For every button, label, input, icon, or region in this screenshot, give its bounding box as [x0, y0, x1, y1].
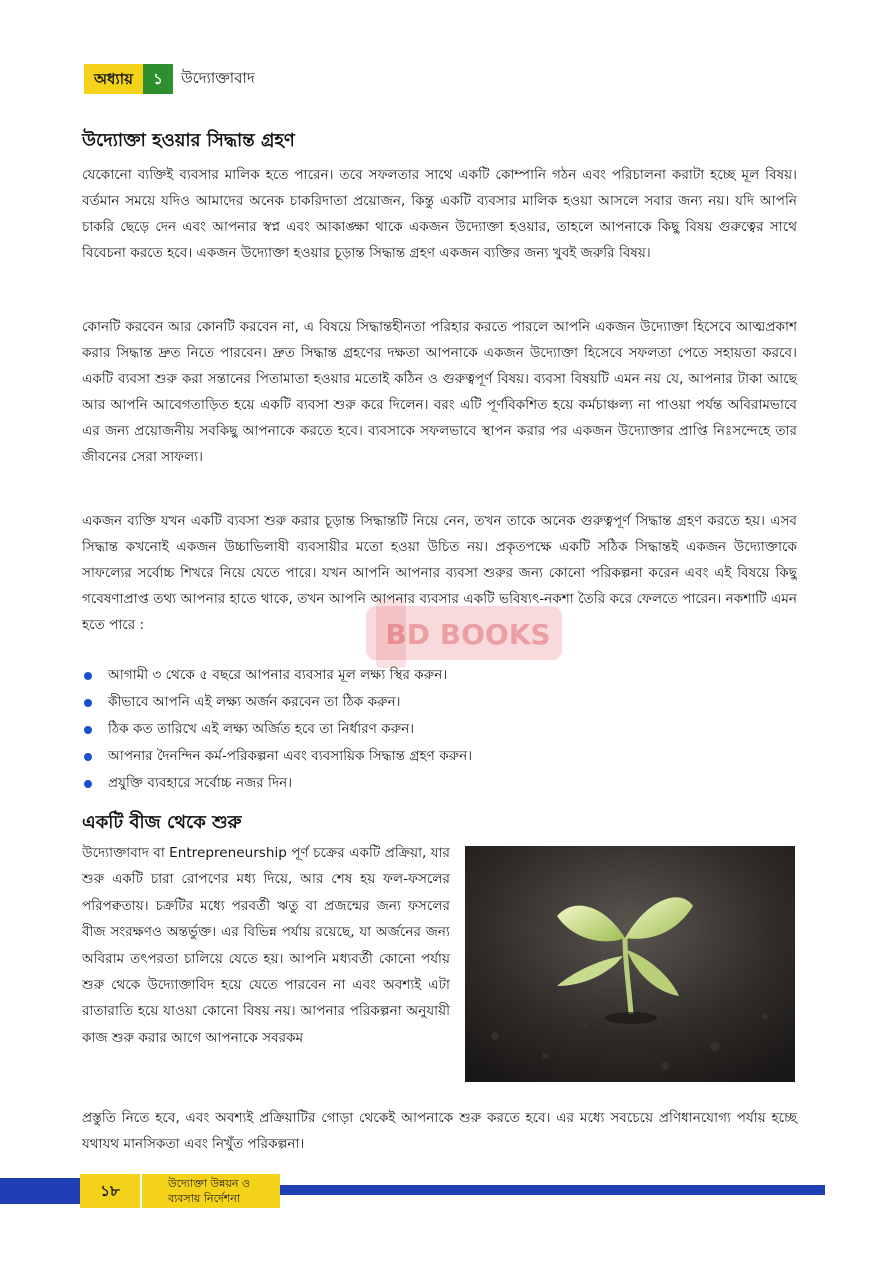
paragraph-seed-continued: প্রস্তুতি নিতে হবে, এবং অবশ্যই প্রক্রিয়াটির গোড়া থেকেই আপনাকে শুরু করতে হবে। এর মধ্যে সবচেয়ে প্রণিধানযোগ্য পর্যায় হচ্ছে যথাযথ মানসিকতা এবং নিখুঁত পরিকল্পনা।	[82, 1110, 797, 1152]
paragraph-2: কোনটি করবেন আর কোনটি করবেন না, এ বিষয়ে সিদ্ধান্তহীনতা পরিহার করতে পারলে আপনি একজন উদ্যোক্তা হিসেবে আত্মপ্রকাশ করার সিদ্ধান্ত দ্রুত নিতে পারবেন। দ্রুত সিদ্ধান্ত গ্রহণের দক্ষতা আপনাকে একজন উদ্যোক্তা হিসেবে সফলতা পেতে সহায়তা করবে। একটি ব্যবসা শুরু করা সন্তানের পিতামাতা হওয়ার মতোই কঠিন ও গুরুত্বপূর্ণ বিষয়। ব্যবসা বিষয়টি এমন নয় যে, আপনার টাকা আছে আর আপনি আবেগতাড়িত হয়ে একটি ব্যবসা শুরু করে দিলেন। বরং এটি পূর্ণবিকশিত হয়ে কর্মচাঞ্চল্য না পাওয়া পর্যন্ত অবিরামভাবে এর জন্য প্রয়োজনীয় সবকিছু আপনাকে করতে হবে। ব্যবসাকে সফলভাবে স্থাপন করার পর একজন উদ্যোক্তার প্রাপ্তি নিঃসন্দেহে তার জীবনের সেরা সাফল্য।	[82, 319, 797, 465]
seedling-photo	[465, 846, 795, 1082]
section-heading-decision: উদ্যোক্তা হওয়ার সিদ্ধান্ত গ্রহণ	[82, 130, 295, 151]
list-item: ঠিক কত তারিখে এই লক্ষ্য অর্জিত হবে তা নির্ধারণ করুন।	[82, 716, 797, 743]
paragraph-seed: উদ্যোক্তাবাদ বা Entrepreneurship পূর্ণ চক্রের একটি প্রক্রিয়া, যার শুরু একটি চারা রোপণের মধ্য দিয়ে, আর শেষ হয় ফল-ফসলের পরিপক্বতায়। চক্রটির মধ্যে পরবর্তী ঋতু বা প্রজন্মের জন্য ফসলের বীজ সংরক্ষণও অন্তর্ভুক্ত। এর বিভিন্ন পর্যায় রয়েছে, যা অর্জনের জন্য অবিরাম তৎপরতা চালিয়ে যেতে হয়। আপনি মধ্যবর্তী কোনো পর্যায় শুরু থেকে উদ্যোক্তাবিদ হয়ে যেতে পারবেন না এবং অবশ্যই এটা রাতারাতি হয়ে যাওয়া কোনো বিষয় নয়। আপনার পরিকল্পনা অনুযায়ী কাজ শুরু করার আগে আপনাকে সবরকম	[82, 845, 450, 1046]
footer-bar-right	[280, 1185, 825, 1195]
section-heading-seed: একটি বীজ থেকে শুরু	[82, 812, 242, 833]
list-item: প্রযুক্তি ব্যবহারে সর্বোচ্চ নজর দিন।	[82, 770, 797, 797]
book-title: উদ্যোক্তা উন্নয়ন ও ব্যবসায় নির্দেশনা	[142, 1174, 280, 1208]
page-number: ১৮	[80, 1174, 140, 1208]
bullet-icon	[84, 699, 92, 707]
chapter-number: ১	[143, 64, 173, 94]
bullet-icon	[84, 726, 92, 734]
list-item: কীভাবে আপনি এই লক্ষ্য অর্জন করবেন তা ঠিক করুন।	[82, 689, 797, 716]
bullet-icon	[84, 672, 92, 680]
bullet-icon	[84, 753, 92, 761]
chapter-title: উদ্যোক্তাবাদ	[180, 68, 255, 87]
footer-bar-left	[0, 1178, 80, 1204]
list-item: আগামী ৩ থেকে ৫ বছরে আপনার ব্যবসার মূল লক্ষ্য স্থির করুন।	[82, 662, 797, 689]
bd-books-watermark	[364, 598, 564, 668]
chapter-label: অধ্যায়	[84, 64, 143, 94]
svg-text:BD BOOKS: BD BOOKS	[385, 618, 551, 651]
paragraph-1: যেকোনো ব্যক্তিই ব্যবসার মালিক হতে পারেন। তবে সফলতার সাথে একটি কোম্পানি গঠন এবং পরিচালনা করাটা হচ্ছে মূল বিষয়। বর্তমান সময়ে যদিও আমাদের অনেক চাকরিদাতা প্রয়োজন, কিন্তু একটি ব্যবসার মালিক হওয়া আসলে সবার জন্য নয়। যদি আপনি চাকরি ছেড়ে দেন এবং আপনার স্বপ্ন এবং আকাঙ্ক্ষা থাকে একজন উদ্যোক্তা হওয়ার, তাহলে আপনাকে কিছু বিষয় গুরুত্বের সাথে বিবেচনা করতে হবে। একজন উদ্যোক্তা হওয়ার চূড়ান্ত সিদ্ধান্ত গ্রহণ একজন ব্যক্তির জন্য খুবই জরুরি বিষয়।	[82, 167, 797, 261]
list-item: আপনার দৈনন্দিন কর্ম-পরিকল্পনা এবং ব্যবসায়িক সিদ্ধান্ত গ্রহণ করুন।	[82, 743, 797, 770]
chapter-header	[84, 64, 255, 94]
bullet-icon	[84, 780, 92, 788]
paragraph-3: একজন ব্যক্তি যখন একটি ব্যবসা শুরু করার চূড়ান্ত সিদ্ধান্তটি নিয়ে নেন, তখন তাকে অনেক গুরুত্বপূর্ণ সিদ্ধান্ত গ্রহণ করতে হয়। এসব সিদ্ধান্ত কখনোই একজন উচ্চাভিলাষী ব্যবসায়ীর মতো হওয়া উচিত নয়। প্রকৃতপক্ষে একটি সঠিক সিদ্ধান্তই একজন উদ্যোক্তাকে সাফল্যের সর্বোচ্চ শিখরে নিয়ে যেতে পারে। যখন আপনি আপনার ব্যবসা শুরুর জন্য কোনো পরিকল্পনা করেন এবং এই বিষয়ে কিছু গবেষণাপ্রাপ্ত তথ্য আপনার হাতে থাকে, তখন আপনি আপনার ব্যবসার একটি ভবিষ্যৎ-নকশা তৈরি করে ফেলতে পারেন। নকশাটি এমন হতে পারে :	[82, 513, 797, 633]
plan-bullet-list	[82, 662, 797, 797]
